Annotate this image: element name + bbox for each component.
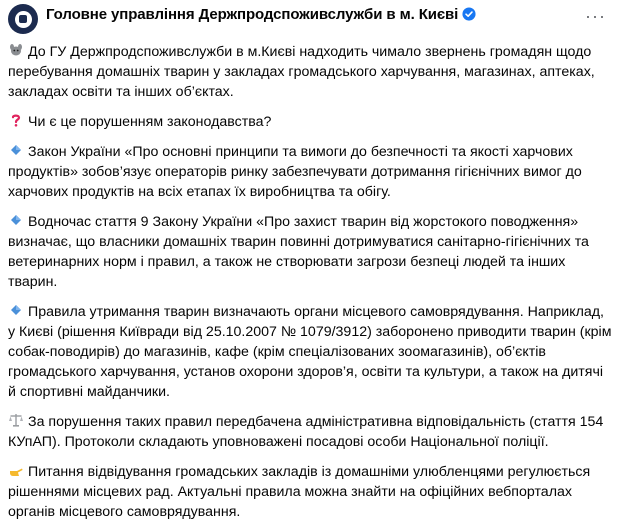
post-paragraph-text: Чи є це порушенням законодавства? <box>28 114 272 130</box>
verified-badge-icon <box>462 7 476 21</box>
post-paragraph-text: До ГУ Держпродспоживслужби в м.Києві надходить чимало звернень громадян щодо перебування домашніх тварин у закладах громадського харчування, магазинах, аптеках, закладах освіти та інших об’єктах. <box>8 44 595 100</box>
post-paragraph-text: Водночас стаття 9 Закону України «Про захист тварин від жорстокого поводження» визначає, що власники домашніх тварин повинні дотримуватися санітарно-гігієнічних та ветеринарних норм і правил, а також не створювати загрози безпеці людей та інших тварин. <box>8 214 589 290</box>
post-body <box>8 42 612 532</box>
blue-diamond-icon <box>8 302 24 317</box>
post-paragraph <box>8 42 612 102</box>
post-paragraph-text: Правила утримання тварин визначають органи місцевого самоврядування. Наприклад, у Києві (рішення Київради від 25.10.2007 № 1079/3912) заборонено приводити тварин (крім собак-поводирів) до магазинів, кафе (крім спеціалізованих зоомагазинів), об’єктів громадського харчування, установ охорони здоров’я, освіти та культури, а також на дитячі й спортивні майданчики. <box>8 304 612 400</box>
post-paragraph-text: За порушення таких правил передбачена адміністративна відповідальність (стаття 154 КУпАП). Протоколи складають уповноважені посадові особи Національної поліції. <box>8 414 604 450</box>
post-paragraph <box>8 462 612 522</box>
post-paragraph <box>8 142 612 202</box>
question-mark-icon <box>8 112 24 127</box>
post-paragraph <box>8 112 612 132</box>
post-header <box>0 0 620 38</box>
page-logo <box>15 11 32 28</box>
dog-emoji-icon <box>8 42 24 57</box>
post-paragraph <box>8 212 612 292</box>
post-paragraph <box>8 412 612 452</box>
post-paragraph-text: Питання відвідування громадських закладів із домашніми улюбленцями регулюється рішеннями місцевих рад. Актуальні правила можна знайти на офіційних вебпорталах органів місцевого самоврядування. <box>8 464 591 520</box>
more-options-button[interactable]: ··· <box>585 6 606 26</box>
page-name-text: Головне управління Держпродспоживслужби в м. Києві <box>46 6 459 23</box>
post-paragraph-text: Закон України «Про основні принципи та вимоги до безпечності та якості харчових продуктів» зобов’язує операторів ринку забезпечувати дотримання гігієнічних вимог до харчових продуктів на всіх етапах їх виробництва та обігу. <box>8 144 582 200</box>
scales-emoji-icon <box>8 412 24 427</box>
page-avatar[interactable] <box>8 4 38 34</box>
post-paragraph <box>8 302 612 402</box>
blue-diamond-icon <box>8 142 24 157</box>
blue-diamond-icon <box>8 212 24 227</box>
pointing-hand-icon <box>8 462 24 477</box>
page-name-link[interactable] <box>46 6 476 23</box>
